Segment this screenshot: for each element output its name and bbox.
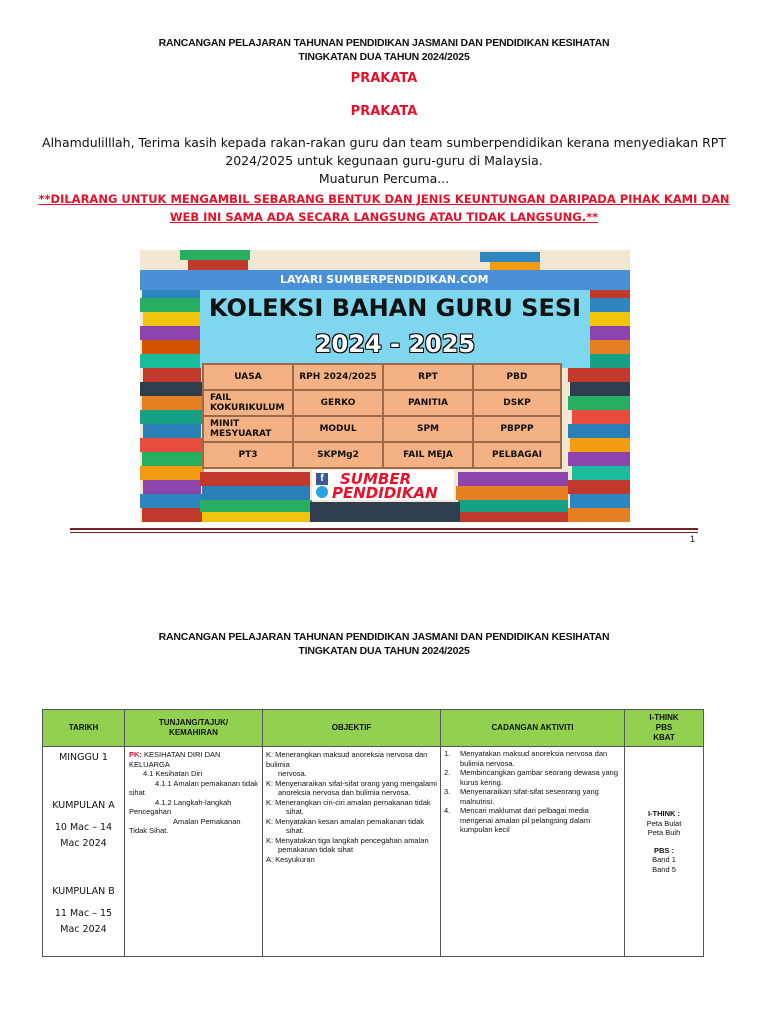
pbs-value: Band 5 <box>652 864 676 874</box>
ithink-label: I-THINK : <box>647 809 681 818</box>
header-objektif: OBJEKTIF <box>263 710 441 747</box>
page2-title-line2: TINGKATAN DUA TAHUN 2024/2025 <box>298 645 470 657</box>
logo-text-1: SUMBER <box>340 470 412 488</box>
objektif-line: nervosa. <box>278 769 307 778</box>
header-ithink-l3: KBAT <box>653 733 675 742</box>
cell-objektif <box>263 747 441 957</box>
tarikh-a-line1: 10 Mac – 14 <box>54 822 113 833</box>
warning-line-1: **DILARANG UNTUK MENGAMBIL SEBARANG BENTUK DAN JENIS KEUNTUNGAN DARIPADA PIHAK KAMI DAN <box>38 192 730 206</box>
grid-cell: SPM <box>383 416 473 442</box>
objektif-list <box>263 747 440 867</box>
grid-cell: PT3 <box>203 442 293 468</box>
pbs-value: Band 1 <box>652 855 676 864</box>
website-bar-text: LAYARI SUMBERPENDIDIKAN.COM <box>280 273 489 286</box>
aktiviti-number: 1. <box>444 749 451 758</box>
objektif-line: anoreksia nervosa dan bulimia nervosa. <box>278 788 411 797</box>
aktiviti-text: Menyatakan maksud anoreksia nervosa dan bulimia nervosa. <box>460 749 608 768</box>
grid-cell: MINIT MESYUARAT <box>203 416 293 442</box>
pk-label: PK: <box>129 750 142 759</box>
tunjang-title-text: KESIHATAN DIRI DAN KELUARGA <box>129 750 221 769</box>
minggu-label: MINGGU 1 <box>59 752 108 763</box>
intro-line-1: Alhamdulilllah, Terima kasih kepada rakan-rakan guru dan team sumberpendidikan kerana menyediakan RPT <box>42 135 726 150</box>
tunjang-block <box>125 747 262 839</box>
intro-line-3: Muaturun Percuma... <box>318 171 450 186</box>
table-header-row <box>43 710 704 747</box>
ithink-block <box>625 747 703 874</box>
warning-line-2: WEB INI SAMA ADA SECARA LANGSUNG ATAU TIDAK LANGSUNG.** <box>169 210 599 224</box>
grid-cell: PBPPP <box>473 416 561 442</box>
grid-cell: MODUL <box>293 416 383 442</box>
grid-cell: RPT <box>383 364 473 390</box>
grid-cell: GERKO <box>293 390 383 416</box>
header-tarikh: TARIKH <box>43 710 125 747</box>
aktiviti-item <box>444 787 621 806</box>
page1-title-line1: RANCANGAN PELAJARAN TAHUNAN PENDIDIKAN JASMANI DAN PENDIDIKAN KESIHATAN <box>158 37 610 49</box>
aktiviti-number: 2. <box>444 768 451 777</box>
tunjang-sub4: Amalan Pemakanan Tidak Sihat. <box>129 816 241 835</box>
aktiviti-text: Membincangkan gambar seorang dewasa yang kurus kering. <box>460 768 619 787</box>
grid-cell: PELBAGAI <box>473 442 561 468</box>
kumpulan-b-label: KUMPULAN B <box>52 886 115 897</box>
objektif-line: K: Menyatakan tiga langkah pencegahan amalan <box>266 835 429 845</box>
aktiviti-number: 4. <box>444 806 451 815</box>
rpt-table <box>42 709 704 957</box>
header-tunjang <box>125 710 263 747</box>
header-ithink-l2: PBS <box>655 723 673 732</box>
website-bar <box>140 270 630 290</box>
logo-text-2: PENDIDIKAN <box>332 484 438 502</box>
objektif-line: K: Menyatakan kesan amalan pemakanan tidak <box>266 816 425 826</box>
grid-cell: FAIL MEJA <box>383 442 473 468</box>
facebook-icon: f <box>316 473 328 485</box>
grid-cell: UASA <box>203 364 293 390</box>
telegram-icon <box>316 486 328 498</box>
aktiviti-text: Mencari maklumat dari pelbagai media mengenai amalan pil pelangsing dalam kumpulan kecil <box>460 806 591 834</box>
page1-title-line2: TINGKATAN DUA TAHUN 2024/2025 <box>298 51 470 63</box>
aktiviti-text: Menyenaraikan sifat-sifat seseorang yang malnutrisi. <box>460 787 599 806</box>
collection-heading-2: 2024 - 2025 <box>314 330 476 358</box>
cell-cadangan <box>441 747 625 957</box>
ithink-value: Peta Buih <box>647 828 681 837</box>
aktiviti-number: 3. <box>444 787 451 796</box>
objektif-line: K: Menerangkan ciri-ciri amalan pemakanan tidak <box>266 797 431 807</box>
tunjang-title <box>129 750 258 769</box>
grid-cell: DSKP <box>473 390 561 416</box>
grid-cell: FAIL KOKURIKULUM <box>203 390 293 416</box>
header-cadangan: CADANGAN AKTIVITI <box>441 710 625 747</box>
prakata-heading-2: PRAKATA <box>350 104 418 119</box>
header-ithink-l1: I-THINK <box>649 713 679 722</box>
objektif-line: A: Kesyukuran <box>266 854 315 864</box>
intro-line-2: 2024/2025 untuk kegunaan guru-guru di Malaysia. <box>225 153 543 168</box>
cell-ithink <box>625 747 704 957</box>
objektif-line: K: Menyenaraikan sifat-sifat orang yang mengalami <box>266 778 437 788</box>
tunjang-sub2: 4.1.1 Amalan pemakanan tidak sihat <box>129 778 258 797</box>
objektif-line: pemakanan tidak sihat <box>278 845 354 854</box>
promo-banner[interactable] <box>140 250 630 522</box>
cell-tarikh <box>43 747 125 957</box>
tunjang-sub3: 4.1.2 Langkah-langkah Pencegahan <box>129 797 232 816</box>
table-row <box>43 747 704 957</box>
header-ithink <box>625 710 704 747</box>
prakata-heading-1: PRAKATA <box>350 71 418 86</box>
aktiviti-item <box>444 749 621 768</box>
page2-title-line1: RANCANGAN PELAJARAN TAHUNAN PENDIDIKAN JASMANI DAN PENDIDIKAN KESIHATAN <box>158 631 610 643</box>
grid-cell: PANITIA <box>383 390 473 416</box>
objektif-line: sihat. <box>286 826 304 835</box>
grid-cell: SKPMg2 <box>293 442 383 468</box>
objektif-line: K: Menerangkan maksud anoreksia nervosa dan bulimia <box>266 750 428 769</box>
aktiviti-item <box>444 768 621 787</box>
tunjang-sub1: 4.1 Kesihatan Diri <box>143 769 203 778</box>
kumpulan-a-label: KUMPULAN A <box>52 800 115 811</box>
footer-rule-thin <box>70 532 698 533</box>
pbs-label: PBS : <box>653 845 674 855</box>
collection-heading-1: KOLEKSI BAHAN GURU SESI <box>208 294 582 322</box>
objektif-line: sihat. <box>286 807 304 816</box>
page-number: 1 <box>690 534 696 544</box>
aktiviti-item <box>444 806 621 835</box>
material-grid <box>202 363 562 469</box>
header-tunjang-l2: KEMAHIRAN <box>169 728 218 737</box>
cell-tunjang <box>125 747 263 957</box>
tarikh-b-line1: 11 Mac – 15 <box>54 908 113 919</box>
tarikh-a-line2: Mac 2024 <box>60 838 107 849</box>
sumber-pendidikan-logo <box>312 470 454 500</box>
tarikh-b-line2: Mac 2024 <box>60 924 107 935</box>
grid-cell: RPH 2024/2025 <box>293 364 383 390</box>
footer-rule <box>70 528 698 530</box>
header-tunjang-l1: TUNJANG/TAJUK/ <box>158 718 229 727</box>
collection-heading-box <box>200 290 590 368</box>
grid-cell: PBD <box>473 364 561 390</box>
ithink-value: Peta Bulat <box>646 818 682 828</box>
aktiviti-list <box>441 747 624 837</box>
